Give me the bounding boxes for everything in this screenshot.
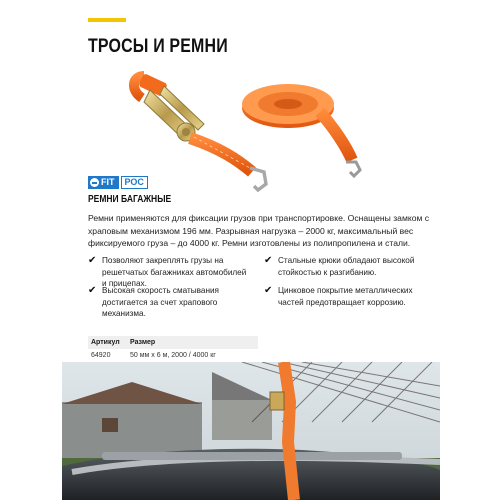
title-accent-bar xyxy=(88,18,126,22)
fit-logo-icon xyxy=(90,178,99,187)
table-row xyxy=(88,349,258,363)
product-description: Ремни применяются для фиксации грузов при транспортировке. Оснащены замком с храповым механизмом 196 мм. Разрывная нагрузка – 2000 кг, максимальный вес фиксируемого груза – до 4000 кг. Ремни изготовлены из полипропилена и стали. xyxy=(88,213,430,248)
brand-fit-label: FIT xyxy=(101,177,115,187)
feature-text: Цинковое покрытие металлических частей предотвращает коррозию. xyxy=(278,286,413,307)
feature-text: Позволяют закреплять грузы на решетчатых багажниках автомобилей и прицепах. xyxy=(102,256,247,288)
feature-item xyxy=(264,285,429,308)
check-icon: ✔ xyxy=(88,285,97,296)
brand-logo xyxy=(88,176,148,189)
check-icon: ✔ xyxy=(264,285,273,296)
feature-text: Стальные крюки обладают высокой стойкостью к разгибанию. xyxy=(278,256,415,277)
brand-fit-badge xyxy=(88,176,119,189)
feature-item xyxy=(264,255,429,278)
page-title: ТРОСЫ И РЕМНИ xyxy=(88,36,228,57)
ratchet-strap-product-image xyxy=(120,68,380,198)
strap-on-car-roof-photo xyxy=(62,362,440,500)
column-header-article: Артикул xyxy=(88,336,127,349)
table-header-row xyxy=(88,336,258,349)
size-cell: 50 мм х 6 м, 2000 / 4000 кг xyxy=(127,349,258,363)
article-cell: 64920 xyxy=(88,349,127,363)
feature-text: Высокая скорость сматывания достигается за счет храпового механизма. xyxy=(102,286,219,318)
feature-item xyxy=(88,285,253,320)
brand-ros-label: РОС xyxy=(121,176,148,189)
check-icon: ✔ xyxy=(88,255,97,266)
check-icon: ✔ xyxy=(264,255,273,266)
product-subtitle: РЕМНИ БАГАЖНЫЕ xyxy=(88,194,172,205)
column-header-size: Размер xyxy=(127,336,258,349)
